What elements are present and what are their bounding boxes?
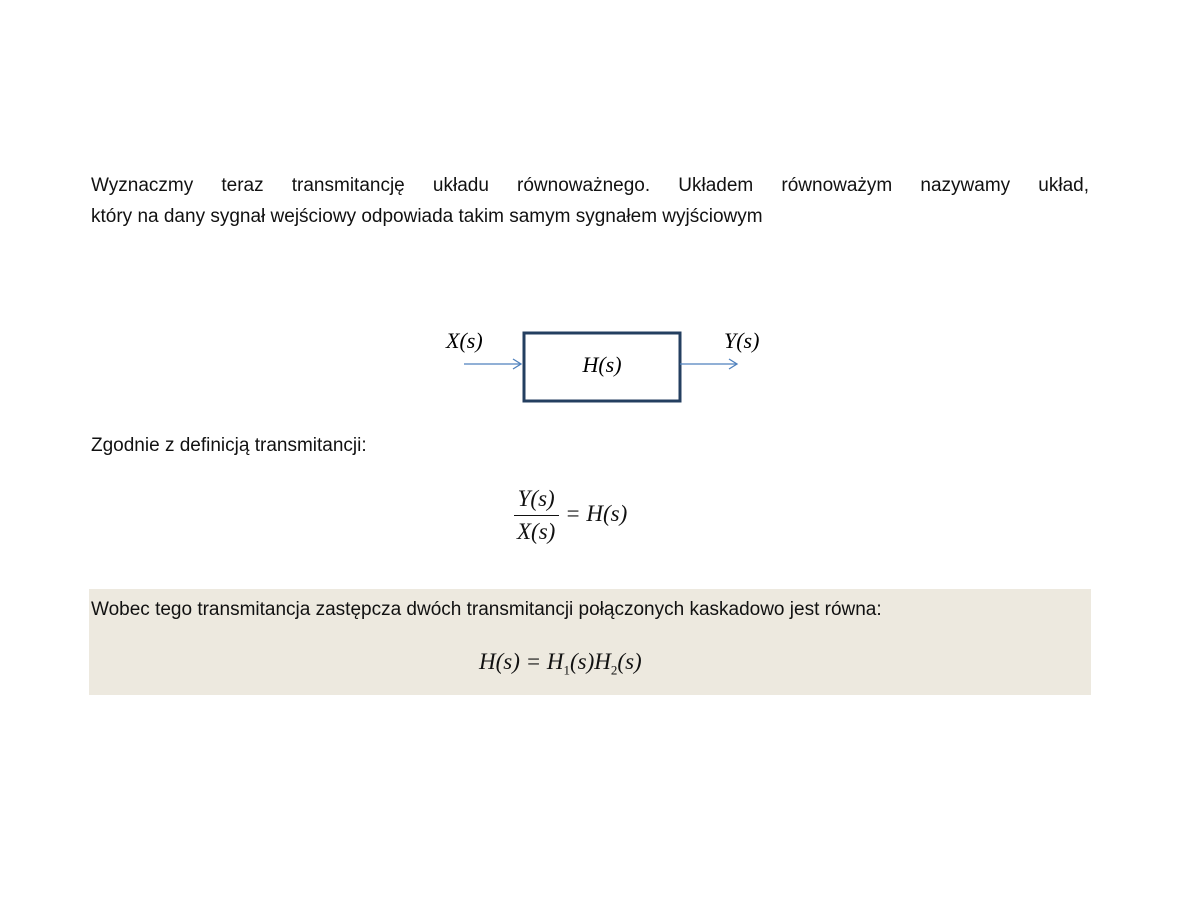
fraction-numerator: Y(s): [514, 486, 559, 516]
cascade-end: (s): [617, 649, 642, 674]
equation-rhs: = H(s): [565, 500, 628, 526]
highlight-box: [89, 589, 1091, 695]
intro-line-1: Wyznaczmy teraz transmitancję układu równoważnego. Układem równoważym nazywamy układ,: [91, 175, 1089, 196]
fraction-denominator: X(s): [517, 519, 556, 544]
subscript-2: 2: [610, 662, 618, 678]
transfer-function-equation: [513, 486, 627, 545]
subscript-1: 1: [563, 662, 571, 678]
block-diagram-svg: [440, 322, 790, 408]
input-signal-label: X(s): [446, 328, 483, 353]
definition-label: Zgodnie z definicją transmitancji:: [91, 435, 367, 456]
cascade-text: Wobec tego transmitancja zastępcza dwóch transmitancji połączonych kaskadowo jest równa:: [91, 599, 882, 620]
cascade-mid: (s)H: [570, 649, 611, 674]
block-diagram: [440, 322, 790, 408]
output-signal-label: Y(s): [724, 328, 760, 353]
intro-line-2: który na dany sygnał wejściowy odpowiada takim samym sygnałem wyjściowym: [91, 206, 763, 227]
cascade-lhs: H(s) = H: [479, 649, 564, 674]
block-label: H(s): [582, 352, 622, 377]
fraction: [513, 486, 559, 545]
intro-paragraph: [91, 170, 1089, 232]
cascade-equation: [479, 649, 642, 679]
